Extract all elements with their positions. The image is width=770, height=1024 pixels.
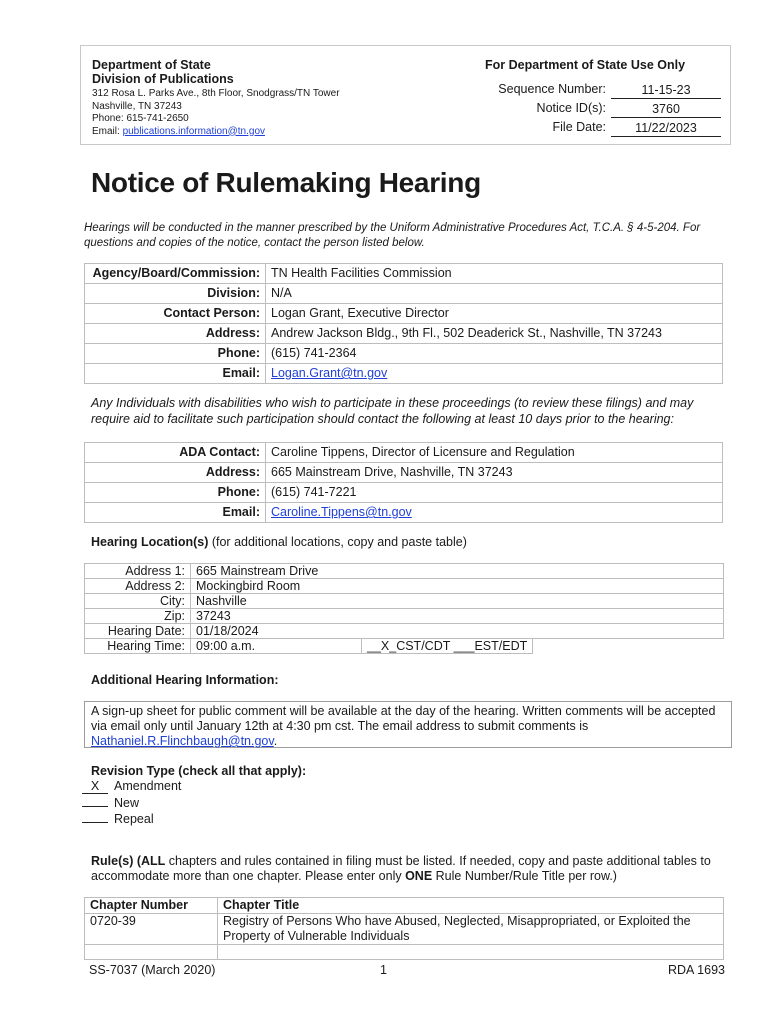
hearing-date-value[interactable]: 01/18/2024 bbox=[191, 624, 724, 639]
phone-value[interactable]: (615) 741-2364 bbox=[266, 344, 723, 364]
hearing-location-title: Hearing Location(s) bbox=[91, 535, 209, 549]
department-email-link[interactable]: publications.information@tn.gov bbox=[122, 125, 266, 137]
hearing-location-note: (for additional locations, copy and paste table) bbox=[208, 535, 467, 549]
chapter-title-header: Chapter Title bbox=[218, 898, 724, 914]
phone-label: Phone: bbox=[85, 344, 266, 364]
notice-id-field[interactable]: 3760 bbox=[611, 101, 721, 118]
table-row bbox=[85, 324, 723, 344]
street-address: 312 Rosa L. Parks Ave., 8th Floor, Snodgrass/TN Tower bbox=[92, 88, 340, 99]
notice-id-row bbox=[461, 101, 723, 119]
chapter-title-cell[interactable]: Registry of Persons Who have Abused, Neglected, Misappropriated, or Exploited the Property of Vulnerable Individuals bbox=[218, 914, 724, 945]
division-name: Division of Publications bbox=[92, 72, 234, 86]
division-value[interactable]: N/A bbox=[266, 284, 723, 304]
ada-phone-label: Phone: bbox=[85, 483, 266, 503]
ada-email-link[interactable]: Caroline.Tippens@tn.gov bbox=[271, 505, 412, 519]
contact-person-value[interactable]: Logan Grant, Executive Director bbox=[266, 304, 723, 324]
ada-contact-label: ADA Contact: bbox=[85, 443, 266, 463]
chapter-number-cell[interactable]: 0720-39 bbox=[85, 914, 218, 945]
address1-label: Address 1: bbox=[85, 564, 191, 579]
table-row bbox=[85, 594, 724, 609]
email-label: Email: bbox=[92, 125, 123, 137]
empty-cell bbox=[533, 639, 724, 654]
department-name: Department of State bbox=[92, 58, 211, 72]
comments-email-link[interactable]: Nathaniel.R.Flinchbaugh@tn.gov bbox=[91, 734, 274, 748]
contact-person-label: Contact Person: bbox=[85, 304, 266, 324]
amendment-label: Amendment bbox=[114, 779, 182, 793]
division-label: Division: bbox=[85, 284, 266, 304]
intro-text: Hearings will be conducted in the manner prescribed by the Uniform Administrative Procedures Act, T.C.A. § 4-5-204. For questions and copies of the notice, contact the person listed below. bbox=[84, 222, 701, 249]
address-label: Address: bbox=[85, 324, 266, 344]
file-date-field[interactable]: 11/22/2023 bbox=[611, 120, 721, 137]
department-block bbox=[92, 58, 392, 138]
department-email-line bbox=[92, 126, 392, 139]
footer-rda: RDA 1693 bbox=[668, 963, 725, 977]
table-row bbox=[85, 945, 724, 960]
additional-info-period: . bbox=[273, 734, 278, 748]
rules-heading-text: chapters and rules contained in filing must be listed. If needed, copy and paste additional tables to accommodate more than one chapter. Please enter only bbox=[91, 854, 711, 883]
rules-heading-rule: Rule(s) ( bbox=[91, 854, 141, 868]
revision-amendment[interactable] bbox=[82, 778, 181, 794]
table-row bbox=[85, 639, 724, 654]
agency-label: Agency/Board/Commission: bbox=[85, 264, 266, 284]
revision-repeal[interactable] bbox=[82, 809, 154, 825]
sequence-number-label: Sequence Number: bbox=[498, 82, 606, 96]
address2-label: Address 2: bbox=[85, 579, 191, 594]
hearing-time-value[interactable]: 09:00 a.m. bbox=[191, 639, 362, 654]
revision-new[interactable] bbox=[82, 793, 139, 809]
table-row bbox=[85, 624, 724, 639]
table-row bbox=[85, 264, 723, 284]
rules-table bbox=[84, 897, 724, 960]
address-value[interactable]: Andrew Jackson Bldg., 9th Fl., 502 Deaderick St., Nashville, TN 37243 bbox=[266, 324, 723, 344]
rules-heading bbox=[91, 854, 731, 884]
address2-value[interactable]: Mockingbird Room bbox=[191, 579, 724, 594]
file-date-row bbox=[461, 120, 723, 138]
sequence-number-field[interactable]: 11-15-23 bbox=[611, 82, 721, 99]
city-label: City: bbox=[85, 594, 191, 609]
contact-email-link[interactable]: Logan.Grant@tn.gov bbox=[271, 366, 388, 380]
table-row bbox=[85, 503, 723, 523]
ada-address-value[interactable]: 665 Mainstream Drive, Nashville, TN 37243 bbox=[266, 463, 723, 483]
table-row bbox=[85, 609, 724, 624]
state-use-title: For Department of State Use Only bbox=[485, 58, 686, 72]
city-line: Nashville, TN 37243 bbox=[92, 100, 182, 112]
hearing-date-label: Hearing Date: bbox=[85, 624, 191, 639]
footer-form-number: SS-7037 (March 2020) bbox=[89, 963, 216, 977]
empty-cell[interactable] bbox=[218, 945, 724, 960]
zip-value[interactable]: 37243 bbox=[191, 609, 724, 624]
chapter-number-header: Chapter Number bbox=[85, 898, 218, 914]
additional-info-box[interactable] bbox=[84, 701, 732, 748]
table-row bbox=[85, 344, 723, 364]
zip-label: Zip: bbox=[85, 609, 191, 624]
additional-info-text: A sign-up sheet for public comment will be available at the day of the hearing. Written comments will be accepted via email only until January 12th at 4:30 pm cst. The email address to submit comments is bbox=[91, 704, 716, 733]
ada-email-value[interactable] bbox=[266, 503, 723, 523]
table-row bbox=[85, 564, 724, 579]
ada-phone-value[interactable]: (615) 741-7221 bbox=[266, 483, 723, 503]
new-checkmark[interactable] bbox=[82, 793, 108, 807]
table-header-row bbox=[85, 898, 724, 914]
footer-page-number: 1 bbox=[380, 963, 387, 977]
repeal-label: Repeal bbox=[114, 812, 154, 826]
department-address bbox=[92, 88, 392, 138]
agency-value[interactable]: TN Health Facilities Commission bbox=[266, 264, 723, 284]
table-row bbox=[85, 463, 723, 483]
email-value[interactable] bbox=[266, 364, 723, 384]
ada-address-label: Address: bbox=[85, 463, 266, 483]
department-phone: Phone: 615-741-2650 bbox=[92, 113, 189, 124]
amendment-checkmark[interactable]: X bbox=[82, 780, 108, 794]
ada-table bbox=[84, 442, 723, 523]
email-label: Email: bbox=[85, 364, 266, 384]
page-title: Notice of Rulemaking Hearing bbox=[91, 167, 481, 198]
table-row bbox=[85, 579, 724, 594]
city-value[interactable]: Nashville bbox=[191, 594, 724, 609]
rules-heading-end: Rule Number/Rule Title per row.) bbox=[432, 869, 617, 883]
repeal-checkmark[interactable] bbox=[82, 809, 108, 823]
table-row bbox=[85, 443, 723, 463]
table-row bbox=[85, 914, 724, 945]
table-row bbox=[85, 483, 723, 503]
file-date-label: File Date: bbox=[552, 120, 606, 134]
hearing-location-table bbox=[84, 563, 724, 654]
additional-info-heading: Additional Hearing Information: bbox=[91, 673, 279, 687]
rules-heading-all: ALL bbox=[141, 854, 166, 868]
timezone-selector[interactable]: __X_CST/CDT ___EST/EDT bbox=[362, 639, 533, 654]
table-row bbox=[85, 284, 723, 304]
ada-note: Any Individuals with disabilities who wish to participate in these proceedings (to review these filings) and may require aid to facilitate such participation should contact the following at least 10 days prior to the hearing: bbox=[91, 396, 694, 426]
notice-id-label: Notice ID(s): bbox=[536, 101, 606, 115]
address1-value[interactable]: 665 Mainstream Drive bbox=[191, 564, 724, 579]
hearing-location-heading bbox=[91, 535, 467, 549]
header-box bbox=[80, 45, 731, 145]
agency-table bbox=[84, 263, 723, 384]
ada-email-label: Email: bbox=[85, 503, 266, 523]
hearing-time-label: Hearing Time: bbox=[85, 639, 191, 654]
rules-heading-one: ONE bbox=[405, 869, 433, 883]
new-label: New bbox=[114, 796, 140, 810]
sequence-number-row bbox=[461, 82, 723, 100]
empty-cell[interactable] bbox=[85, 945, 218, 960]
revision-type-heading: Revision Type (check all that apply): bbox=[91, 764, 307, 778]
table-row bbox=[85, 304, 723, 324]
ada-contact-value[interactable]: Caroline Tippens, Director of Licensure and Regulation bbox=[266, 443, 723, 463]
table-row bbox=[85, 364, 723, 384]
